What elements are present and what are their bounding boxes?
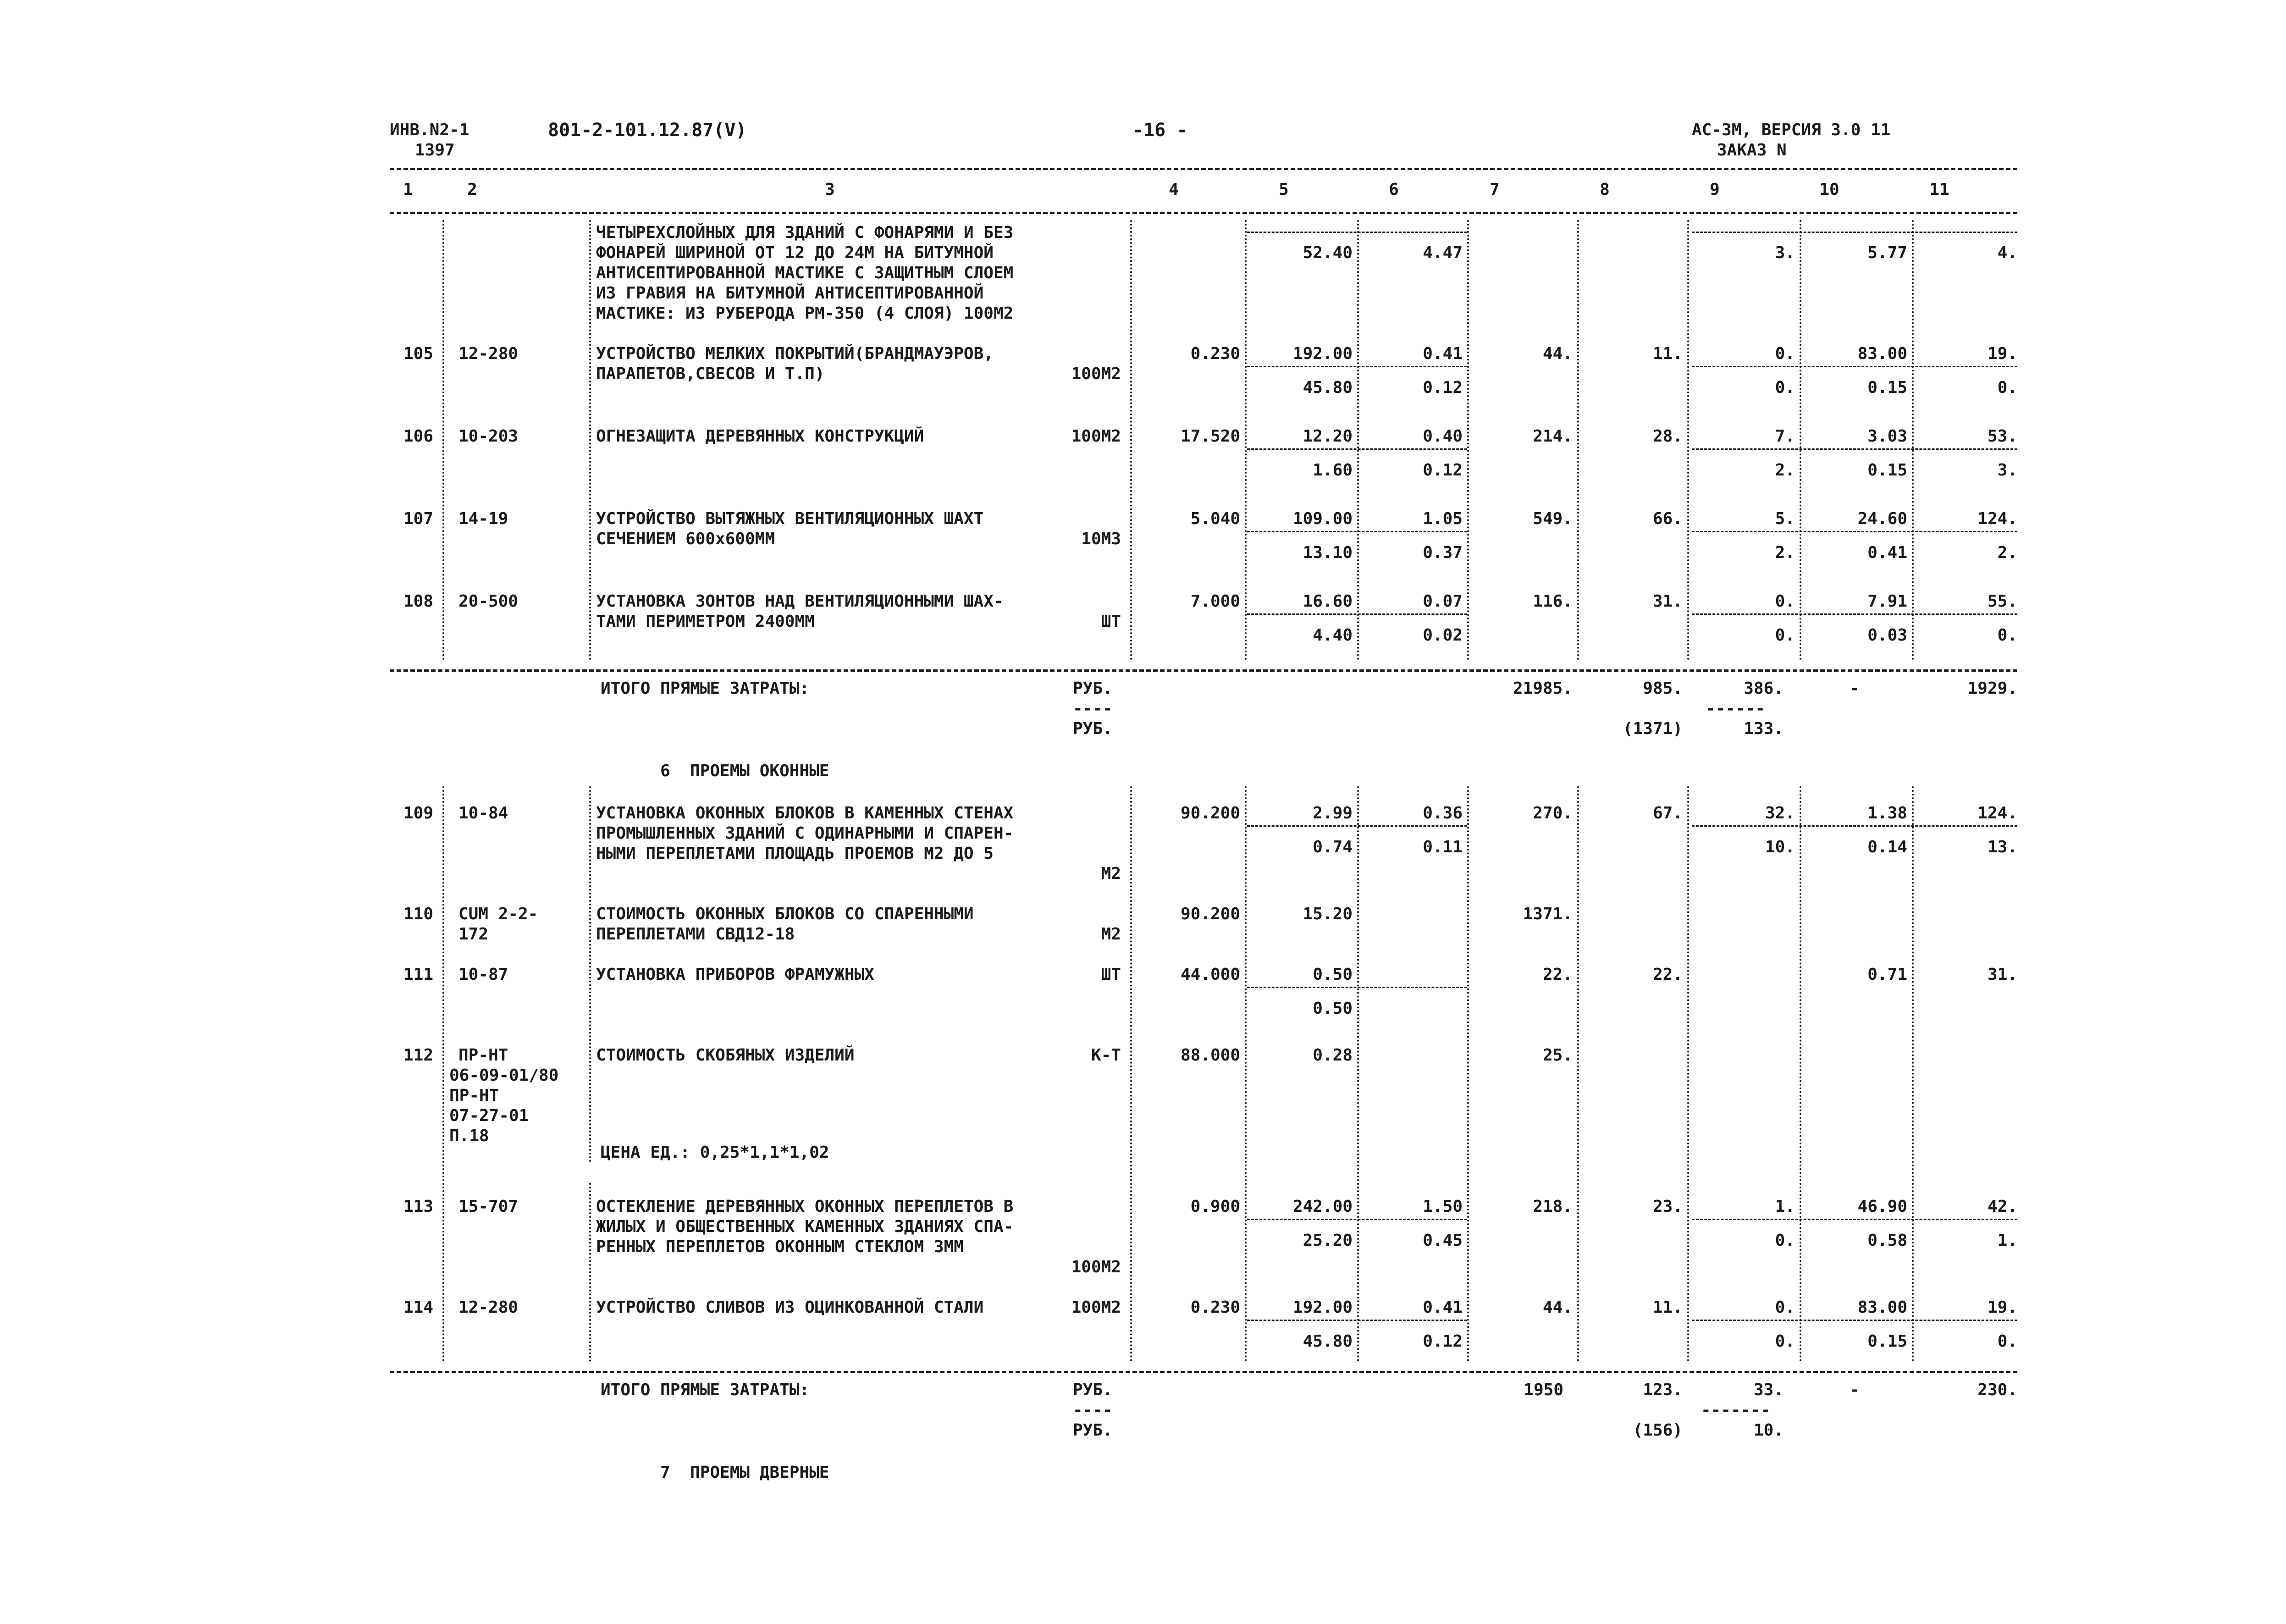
column-number: 1 — [403, 180, 413, 199]
total-c7-1: 21985. — [1513, 679, 1573, 698]
sub-cell-c9: 2. — [1775, 461, 1795, 480]
row-description: ПЕРЕПЛЕТАМИ СВД12-18 — [596, 925, 795, 944]
sub-cell-c11: 1. — [1997, 1231, 2017, 1250]
sub-cell-c10: 0.03 — [1867, 626, 1907, 645]
row-description: ТАМИ ПЕРИМЕТРОМ 2400ММ — [596, 612, 815, 631]
column-number: 10 — [1819, 180, 1839, 199]
cell-c8: 28. — [1652, 427, 1683, 446]
cell-c8: 11. — [1652, 344, 1683, 363]
row-description: РЕННЫХ ПЕРЕПЛЕТОВ ОКОННЫМ СТЕКЛОМ 3ММ — [596, 1237, 964, 1256]
cell-c7: 44. — [1542, 344, 1573, 363]
cell-c5: 192.00 — [1292, 1298, 1353, 1317]
cell-c10: 7.91 — [1867, 592, 1907, 611]
cell-c9: 0. — [1775, 1298, 1795, 1317]
total-c8-2: 123. — [1643, 1381, 1683, 1399]
cell-c11: 124. — [1977, 804, 2017, 823]
total-c9b-1: 133. — [1744, 719, 1784, 738]
column-number: 4 — [1169, 180, 1179, 199]
cell-c7: 1371. — [1523, 905, 1573, 923]
column-number: 8 — [1600, 180, 1610, 199]
col-sep-7 — [1577, 220, 1579, 660]
column-number: 7 — [1490, 180, 1500, 199]
sub-cell-c5: 25.20 — [1303, 1231, 1353, 1250]
subrule — [1247, 232, 1467, 233]
sub-cell-c5: 45.80 — [1303, 378, 1353, 397]
row-number: 107 — [403, 509, 433, 528]
sub-cell-c5: 0.74 — [1313, 838, 1353, 856]
row-code: CUM 2-2- — [458, 905, 538, 923]
inventory-number: 1397 — [415, 141, 455, 160]
total-unit-1: РУБ. — [1073, 679, 1113, 698]
row-code: 15-707 — [458, 1197, 519, 1216]
price-note: ЦЕНА ЕД.: 0,25*1,1*1,02 — [601, 1143, 829, 1162]
row-code-cont: 07-27-01 — [449, 1106, 529, 1125]
col-sep-4b — [1245, 786, 1247, 1362]
cell-c7: 549. — [1533, 509, 1573, 528]
row-code: 12-280 — [458, 1298, 519, 1317]
row-unit: М2 — [1101, 864, 1121, 883]
cell-c6: 1.50 — [1423, 1197, 1463, 1216]
row-description: УСТРОЙСТВО СЛИВОВ ИЗ ОЦИНКОВАННОЙ СТАЛИ — [596, 1298, 984, 1317]
sub-cell-c6: 0.02 — [1423, 626, 1463, 645]
row-unit: ШТ — [1101, 965, 1121, 984]
row-code-cont: 06-09-01/80 — [449, 1066, 559, 1085]
order-number: ЗАКАЗ N — [1717, 141, 1787, 160]
col-sep-4 — [1245, 220, 1247, 660]
cell-c6: 0.36 — [1423, 804, 1463, 823]
cell-c5: 242.00 — [1292, 1197, 1353, 1216]
total-c10-2: - — [1850, 1381, 1860, 1399]
cell-c4: 5.040 — [1190, 509, 1240, 528]
column-number: 11 — [1929, 180, 1949, 199]
col-sep-8 — [1687, 220, 1689, 660]
total-c8b-1: (1371) — [1623, 719, 1683, 738]
cell-c8: 22. — [1652, 965, 1683, 984]
row-number: 108 — [403, 592, 433, 611]
header-rule-bottom — [390, 212, 2017, 214]
cell-c11: 55. — [1987, 592, 2017, 611]
cell-c7: 25. — [1542, 1046, 1573, 1065]
sub-cell-c5: 4.40 — [1313, 626, 1353, 645]
cell-c9: 32. — [1765, 804, 1795, 823]
total-dashes-1: ---- — [1073, 699, 1113, 718]
inventory-label: ИНВ.N2-1 — [390, 121, 469, 139]
cell-c11: 53. — [1987, 427, 2017, 446]
cell-c10: 0.71 — [1867, 965, 1907, 984]
cell-c10: 5.77 — [1867, 243, 1907, 262]
cell-c4: 7.000 — [1190, 592, 1240, 611]
subrule — [1692, 613, 2017, 615]
subrule — [1692, 825, 2017, 827]
row-code: 12-280 — [458, 344, 519, 363]
col-sep-2 — [589, 220, 591, 660]
total-unit2-1: РУБ. — [1073, 719, 1113, 738]
cell-c10: 46.90 — [1857, 1197, 1907, 1216]
cell-c11: 19. — [1987, 344, 2017, 363]
cell-c5: 16.60 — [1303, 592, 1353, 611]
sub-cell-c5: 1.60 — [1313, 461, 1353, 480]
col-sep-2b — [589, 786, 591, 1162]
cell-c4: 0.230 — [1190, 1298, 1240, 1317]
cell-c6: 4.47 — [1423, 243, 1463, 262]
cell-c9: 7. — [1775, 427, 1795, 446]
sub-cell-c11: 2. — [1997, 543, 2017, 562]
total-label-2: ИТОГО ПРЯМЫЕ ЗАТРАТЫ: — [601, 1381, 810, 1399]
row-code-cont: П.18 — [449, 1127, 489, 1145]
document-code: 801-2-101.12.87(V) — [548, 120, 747, 141]
total-rule-1 — [390, 669, 2017, 672]
row-number: 109 — [403, 804, 433, 823]
sub-cell-c10: 0.41 — [1867, 543, 1907, 562]
cell-c5: 109.00 — [1292, 509, 1353, 528]
subrule — [1692, 448, 2017, 450]
total-unit-2: РУБ. — [1073, 1381, 1113, 1399]
cell-c8: 23. — [1652, 1197, 1683, 1216]
row-number: 112 — [403, 1046, 433, 1065]
sub-cell-c9: 0. — [1775, 1231, 1795, 1250]
column-number: 3 — [825, 180, 835, 199]
cell-c9: 5. — [1775, 509, 1795, 528]
cell-c10: 3.03 — [1867, 427, 1907, 446]
row-description: УСТАНОВКА ЗОНТОВ НАД ВЕНТИЛЯЦИОННЫМИ ШАХ- — [596, 592, 1004, 611]
row-description: УСТРОЙСТВО МЕЛКИХ ПОКРЫТИЙ(БРАНДМАУЭРОВ, — [596, 344, 994, 363]
cell-c4: 90.200 — [1180, 905, 1240, 923]
subrule — [1247, 825, 1467, 827]
total-c8b-2: (156) — [1633, 1421, 1683, 1440]
row-code: 10-84 — [458, 804, 508, 823]
row-description: НЫМИ ПЕРЕПЛЕТАМИ ПЛОЩАДЬ ПРОЕМОВ М2 ДО 5 — [596, 844, 994, 863]
row-number: 110 — [403, 905, 433, 923]
subrule — [1692, 366, 2017, 367]
row-unit: 100М2 — [1071, 1298, 1121, 1317]
sub-cell-c9: 0. — [1775, 378, 1795, 397]
sub-cell-c5: 45.80 — [1303, 1332, 1353, 1351]
document-page: ИНВ.N2-1 1397 801-2-101.12.87(V) -16 - АС-3М, ВЕРСИЯ 3.0 11 ЗАКАЗ N 1 2 3 4 5 6 7 8 9 10 11 ЧЕТЫРЕХСЛОЙНЫХ ДЛЯ ЗДАНИЙ С ФОНАРЯМИ И БЕЗ ФОНАРЕЙ ШИРИНОЙ ОТ 12 ДО 24М НА БИТУМНОЙ АНТИСЕПТИРОВАННОЙ МАСТИКЕ С ЗАЩИТНЫМ СЛОЕМ ИЗ ГРАВИЯ НА БИТУМНОЙ АНТИСЕПТИРОВАННОЙ МАСТИКЕ: ИЗ РУБЕРОДА РМ-350 (4 СЛОЯ) 100М2 52.40 4.47 3. 5.77 4. 105 12-280 УСТРОЙСТВО МЕЛКИХ ПОКРЫТИЙ(БРАНДМАУЭРОВ, ПАРАПЕТОВ,СВЕСОВ И Т.П) 100М2 0.230 192.00 0.41 44. 11. 0. 83.00 19. 45.80 0.12 0. 0.15 0. 106 10-203 ОГНЕЗАЩИТА ДЕРЕВЯННЫХ КОНСТРУКЦИЙ 100М2 17.520 12.20 0.40 214. 28. 7. 3.03 53. 1.60 0.12 2. 0.15 3. 107 14-19 УСТРОЙСТВО ВЫТЯЖНЫХ ВЕНТИЛЯЦИОННЫХ ШАХТ СЕЧЕНИЕМ 600x600ММ 10М3 5.040 109.00 1.05 549. 66. 5. 24.60 124. 13.10 0.37 2. 0.41 2. 108 20-500 УСТАНОВКА ЗОНТОВ НАД ВЕНТИЛЯЦИОННЫМИ ШАХ- ТАМИ ПЕРИМЕТРОМ 2400ММ ШТ 7.000 16.60 0.07 116. 31. 0. 7.91 55. 4.40 0.02 0. 0.03 0. ИТОГО ПРЯМЫЕ ЗАТРАТЫ: РУБ. ---- РУБ. 21985. 985. 386. - 1929. ------ (1371) 133. 6 ПРОЕМЫ ОКОННЫЕ 109 10-84 УСТАНОВКА ОКОННЫХ БЛОКОВ В КАМЕННЫХ СТЕНАХ ПРОМЫШЛЕННЫХ ЗДАНИЙ С ОДИНАРНЫМИ И СПАРЕН- НЫМИ ПЕРЕПЛЕТАМИ ПЛОЩАДЬ ПРОЕМОВ М2 ДО 5 М2 90.200 2.99 0.36 270. 67. 32. 1.38 124. 0.74 0.11 10. 0.14 13. 110 CUM 2-2- 172 СТОИМОСТЬ ОКОННЫХ БЛОКОВ СО СПАРЕННЫМИ ПЕРЕПЛЕТАМИ СВД12-18 М2 90.200 15.20 1371. 111 10-87 УСТАНОВКА ПРИБОРОВ ФРАМУЖНЫХ ШТ 44.000 0.50 22. 22. 0.71 31. 0.50 112 ПР-НТ 06-09-01/80 ПР-НТ 07-27-01 П.18 СТОИМОСТЬ СКОБЯНЫХ ИЗДЕЛИЙ К-Т 88.000 0.28 25. ЦЕНА ЕД.: 0,25*1,1*1,02 113 15-707 ОСТЕКЛЕНИЕ ДЕРЕВЯННЫХ ОКОННЫХ ПЕРЕПЛЕТОВ В ЖИЛЫХ И ОБЩЕСТВЕННЫХ КАМЕННЫХ ЗДАНИЯХ СПА- РЕННЫХ ПЕРЕПЛЕТОВ ОКОННЫМ СТЕКЛОМ 3ММ 100М2 0.900 242.00 1.50 218. 23. 1. 46.90 42. 25.20 0.45 0. 0.58 1. 114 12-280 УСТРОЙСТВО СЛИВОВ ИЗ ОЦИНКОВАННОЙ СТАЛИ 100М2 0.230 192.00 0.41 44. 11. 0. 83.00 19. 45.80 0.12 0. 0.15 0. ИТОГО ПРЯМЫЕ ЗАТРАТЫ: РУБ. ---- РУБ. 1950 123. 33. - 230. ------- (156) 10. 7 ПРОЕМЫ ДВЕРНЫЕ — [0, 0, 2286, 1624]
cell-c11: 4. — [1997, 243, 2017, 262]
col-sep-1b — [442, 786, 444, 1362]
row-description: ОГНЕЗАЩИТА ДЕРЕВЯННЫХ КОНСТРУКЦИЙ — [596, 427, 924, 446]
cell-c7: 270. — [1533, 804, 1573, 823]
cell-c11: 42. — [1987, 1197, 2017, 1216]
subrule — [1247, 613, 1467, 615]
sub-cell-c10: 0.14 — [1867, 838, 1907, 856]
column-number: 6 — [1389, 180, 1399, 199]
col-sep-5b — [1357, 786, 1359, 1362]
sub-cell-c10: 0.58 — [1867, 1231, 1907, 1250]
total-label-1: ИТОГО ПРЯМЫЕ ЗАТРАТЫ: — [601, 679, 810, 698]
sub-cell-c6: 0.12 — [1423, 461, 1463, 480]
col-sep-3b — [1130, 786, 1132, 1362]
sub-cell-c6: 0.12 — [1423, 378, 1463, 397]
sub-cell-c5: 13.10 — [1303, 543, 1353, 562]
cell-c4: 90.200 — [1180, 804, 1240, 823]
subrule — [1692, 1219, 2017, 1220]
cell-c11: 19. — [1987, 1298, 2017, 1317]
row-description: УСТРОЙСТВО ВЫТЯЖНЫХ ВЕНТИЛЯЦИОННЫХ ШАХТ — [596, 509, 984, 528]
row-unit: 10М3 — [1081, 530, 1121, 548]
cell-c9: 0. — [1775, 344, 1795, 363]
column-number: 2 — [467, 180, 477, 199]
total-c9-2: 33. — [1753, 1381, 1784, 1399]
cell-c9: 3. — [1775, 243, 1795, 262]
sub-cell-c9: 10. — [1765, 838, 1795, 856]
cell-c10: 83.00 — [1857, 344, 1907, 363]
row-unit: 100М2 — [1071, 365, 1121, 383]
row-code: 20-500 — [458, 592, 519, 611]
cell-c8: 11. — [1652, 1298, 1683, 1317]
sub-cell-c5: 0.50 — [1313, 999, 1353, 1018]
cell-c8: 31. — [1652, 592, 1683, 611]
cell-c5: 2.99 — [1313, 804, 1353, 823]
total-c11-1: 1929. — [1967, 679, 2017, 698]
total-c10-1: - — [1850, 679, 1860, 698]
total-c11-2: 230. — [1977, 1381, 2017, 1399]
row-code: 10-203 — [458, 427, 519, 446]
cell-c10: 83.00 — [1857, 1298, 1907, 1317]
cell-c5: 0.50 — [1313, 965, 1353, 984]
cell-c7: 22. — [1542, 965, 1573, 984]
column-number: 9 — [1710, 180, 1720, 199]
sub-cell-c6: 0.45 — [1423, 1231, 1463, 1250]
sub-cell-c9: 0. — [1775, 626, 1795, 645]
col-sep-10b — [1912, 786, 1914, 1362]
row-description: УСТАНОВКА ПРИБОРОВ ФРАМУЖНЫХ — [596, 965, 874, 984]
cell-c5: 192.00 — [1292, 344, 1353, 363]
subrule — [1692, 232, 2017, 233]
row-code: 10-87 — [458, 965, 508, 984]
cell-c5: 12.20 — [1303, 427, 1353, 446]
sub-cell-c11: 0. — [1997, 626, 2017, 645]
total-unit2-2: РУБ. — [1073, 1421, 1113, 1440]
col-sep-9b — [1800, 786, 1801, 1362]
sub-cell-c9: 0. — [1775, 1332, 1795, 1351]
col-sep-8b — [1687, 786, 1689, 1362]
sub-cell-c10: 0.15 — [1867, 461, 1907, 480]
cell-c4: 0.230 — [1190, 344, 1240, 363]
col-sep-1 — [442, 220, 444, 660]
sub-cell-c9: 2. — [1775, 543, 1795, 562]
row-description: УСТАНОВКА ОКОННЫХ БЛОКОВ В КАМЕННЫХ СТЕНАХ — [596, 804, 1014, 823]
col-sep-7b — [1577, 786, 1579, 1362]
subrule — [1247, 531, 1467, 532]
row-number: 114 — [403, 1298, 433, 1317]
cell-c6: 1.05 — [1423, 509, 1463, 528]
row-description: ЖИЛЫХ И ОБЩЕСТВЕННЫХ КАМЕННЫХ ЗДАНИЯХ СПА- — [596, 1217, 1014, 1236]
col-sep-6b — [1467, 786, 1469, 1362]
cell-c6: 0.41 — [1423, 344, 1463, 363]
row-number: 113 — [403, 1197, 433, 1216]
total-c9b-2: 10. — [1753, 1421, 1784, 1440]
cell-c6: 0.07 — [1423, 592, 1463, 611]
cell-c6: 0.40 — [1423, 427, 1463, 446]
cell-c4: 17.520 — [1180, 427, 1240, 446]
row-unit: 100М2 — [1071, 1258, 1121, 1276]
cell-c5: 0.28 — [1313, 1046, 1353, 1065]
col-sep-10 — [1912, 220, 1914, 660]
cell-c10: 1.38 — [1867, 804, 1907, 823]
subrule — [1247, 448, 1467, 450]
row-unit: ШТ — [1101, 612, 1121, 631]
row-unit: 100М2 — [1071, 427, 1121, 446]
cell-c9: 1. — [1775, 1197, 1795, 1216]
row-unit: М2 — [1101, 925, 1121, 944]
col-sep-5 — [1357, 220, 1359, 660]
row-description: СТОИМОСТЬ СКОБЯНЫХ ИЗДЕЛИЙ — [596, 1046, 855, 1065]
row-unit: К-Т — [1091, 1046, 1121, 1065]
sub-cell-c10: 0.15 — [1867, 1332, 1907, 1351]
cell-c4: 44.000 — [1180, 965, 1240, 984]
cell-c9: 0. — [1775, 592, 1795, 611]
row-description: ОСТЕКЛЕНИЕ ДЕРЕВЯННЫХ ОКОННЫХ ПЕРЕПЛЕТОВ В — [596, 1197, 1014, 1216]
subrule — [1247, 1320, 1467, 1321]
subrule — [1247, 366, 1467, 367]
total-c9-dash-1: ------ — [1706, 699, 1766, 718]
system-version: АС-3М, ВЕРСИЯ 3.0 11 — [1692, 121, 1891, 139]
total-dashes-2: ---- — [1073, 1401, 1113, 1420]
cell-c8: 66. — [1652, 509, 1683, 528]
column-number: 5 — [1279, 180, 1289, 199]
total-c9-1: 386. — [1744, 679, 1784, 698]
cell-c10: 24.60 — [1857, 509, 1907, 528]
cell-c11: 31. — [1987, 965, 2017, 984]
col-sep-6 — [1467, 220, 1469, 660]
col-sep-9 — [1800, 220, 1801, 660]
total-c8-1: 985. — [1643, 679, 1683, 698]
cell-c6: 0.41 — [1423, 1298, 1463, 1317]
col-sep-3 — [1130, 220, 1132, 660]
row-number: 106 — [403, 427, 433, 446]
row-code-cont: 172 — [458, 925, 489, 944]
cell-c7: 44. — [1542, 1298, 1573, 1317]
section-title-doors: 7 ПРОЕМЫ ДВЕРНЫЕ — [660, 1463, 829, 1482]
sub-cell-c11: 3. — [1997, 461, 2017, 480]
sub-cell-c6: 0.37 — [1423, 543, 1463, 562]
cell-c7: 116. — [1533, 592, 1573, 611]
subrule — [1247, 987, 1467, 988]
cell-c11: 124. — [1977, 509, 2017, 528]
header-rule-top — [390, 168, 2017, 170]
sub-cell-c6: 0.12 — [1423, 1332, 1463, 1351]
sub-cell-c11: 0. — [1997, 1332, 2017, 1351]
total-c7-2: 1950 — [1524, 1381, 1563, 1399]
row-description: СТОИМОСТЬ ОКОННЫХ БЛОКОВ СО СПАРЕННЫМИ — [596, 905, 974, 923]
cell-c8: 67. — [1652, 804, 1683, 823]
cell-c4: 88.000 — [1180, 1046, 1240, 1065]
col-sep-2c — [589, 1183, 591, 1362]
subrule — [1692, 1320, 2017, 1321]
row-code-cont: ПР-НТ — [449, 1086, 499, 1105]
sub-cell-c11: 0. — [1997, 378, 2017, 397]
page-number: -16 - — [1132, 120, 1188, 141]
row-code: 14-19 — [458, 509, 508, 528]
total-c9-dash-2: ------- — [1701, 1401, 1771, 1420]
row-number: 105 — [403, 344, 433, 363]
row-description: СЕЧЕНИЕМ 600x600ММ — [596, 530, 775, 548]
total-rule-2 — [390, 1371, 2017, 1373]
sub-cell-c10: 0.15 — [1867, 378, 1907, 397]
cell-c7: 218. — [1533, 1197, 1573, 1216]
row-number: 111 — [403, 965, 433, 984]
subrule — [1247, 1219, 1467, 1220]
sub-cell-c6: 0.11 — [1423, 838, 1463, 856]
sub-cell-c11: 13. — [1987, 838, 2017, 856]
row-code: ПР-НТ — [458, 1046, 508, 1065]
section-title-windows: 6 ПРОЕМЫ ОКОННЫЕ — [660, 762, 829, 780]
row-description: ПРОМЫШЛЕННЫХ ЗДАНИЙ С ОДИНАРНЫМИ И СПАРЕН- — [596, 824, 1014, 843]
cell-c7: 214. — [1533, 427, 1573, 446]
cell-c5: 15.20 — [1303, 905, 1353, 923]
row-description: ПАРАПЕТОВ,СВЕСОВ И Т.П) — [596, 365, 825, 383]
subrule — [1692, 531, 2017, 532]
cell-c5: 52.40 — [1303, 243, 1353, 262]
cell-c4: 0.900 — [1190, 1197, 1240, 1216]
